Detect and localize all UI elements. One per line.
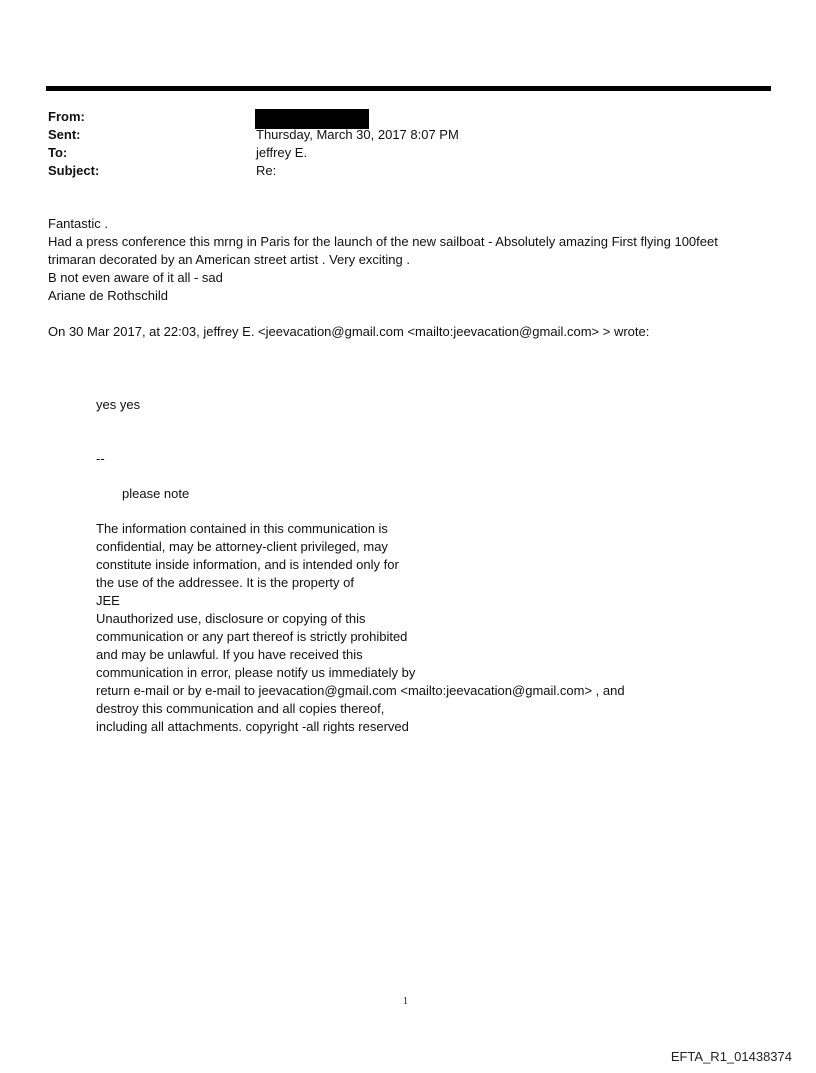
body-line: B not even aware of it all - sad [48,270,223,285]
disclaimer-block [96,520,625,736]
header-divider [46,86,771,91]
disclaimer-line: communication or any part thereof is strictly prohibited [96,629,408,644]
disclaimer-line: confidential, may be attorney-client privileged, may [96,539,388,554]
disclaimer-line: communication in error, please notify us immediately by [96,665,416,680]
quote-intro: On 30 Mar 2017, at 22:03, jeffrey E. <jeevacation@gmail.com <mailto:jeevacation@gmail.com> > wrote: [48,324,650,339]
document-id: EFTA_R1_01438374 [670,1049,792,1064]
body-line: Fantastic . [48,216,108,231]
disclaimer-line: return e-mail or by e-mail to jeevacation@gmail.com <mailto:jeevacation@gmail.com> , and [96,683,625,698]
signature: Ariane de Rothschild [48,288,168,303]
disclaimer-line: JEE [96,593,120,608]
body-line: Had a press conference this mrng in Paris for the launch of the new sailboat - Absolutely amazing First flying 100feet [48,234,718,249]
message-body [48,215,778,305]
disclaimer-line: Unauthorized use, disclosure or copying of this [96,611,366,626]
disclaimer-line: the use of the addressee. It is the property of [96,575,354,590]
disclaimer-note: please note [122,486,190,501]
to-label: To: [48,145,68,160]
sent-label: Sent: [48,127,81,142]
disclaimer-line: constitute inside information, and is intended only for [96,557,399,572]
subject-label: Subject: [48,163,100,178]
signature-separator: -- [96,451,105,466]
sent-value: Thursday, March 30, 2017 8:07 PM [256,127,459,142]
disclaimer-line: and may be unlawful. If you have received this [96,647,363,662]
from-label: From: [48,109,85,124]
page-number: 1 [403,996,408,1007]
to-value: jeffrey E. [256,145,308,160]
disclaimer-line: including all attachments. copyright -all rights reserved [96,719,409,734]
quoted-reply: yes yes [96,397,141,412]
disclaimer-line: The information contained in this communication is [96,521,388,536]
disclaimer-line: destroy this communication and all copies thereof, [96,701,385,716]
body-line: trimaran decorated by an American street artist . Very exciting . [48,252,410,267]
subject-value: Re: [256,163,277,178]
